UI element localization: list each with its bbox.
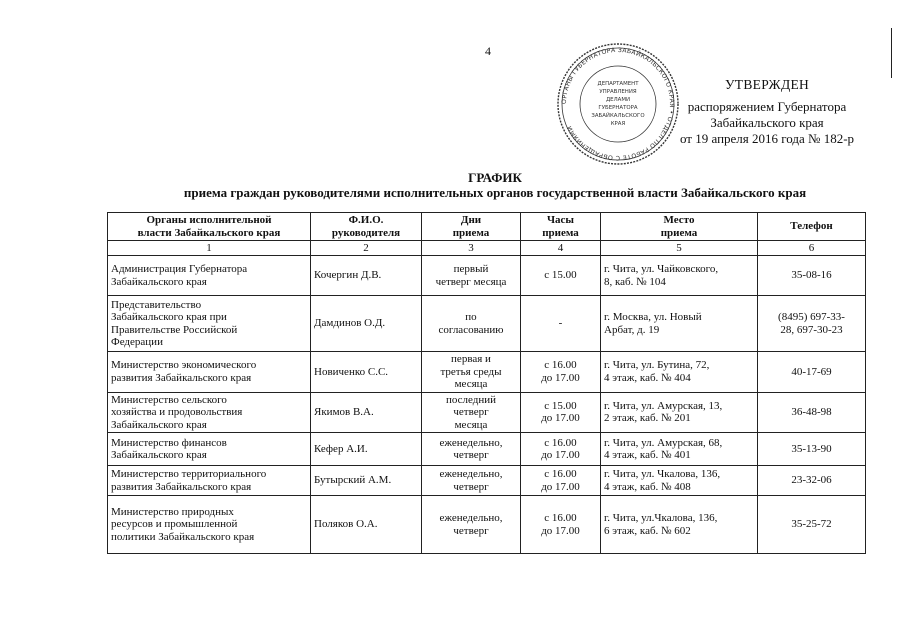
- cell-fio: Якимов В.А.: [311, 392, 422, 433]
- stamp-center-line: УПРАВЛЕНИЯ: [599, 89, 637, 95]
- header-phone: Телефон: [758, 213, 866, 241]
- column-number: 4: [521, 241, 601, 256]
- cell-hours: с 16.00 до 17.00: [521, 433, 601, 466]
- cell-place: г. Чита, ул. Бутина, 72, 4 этаж, каб. № 404: [601, 352, 758, 393]
- table-header-row: [108, 213, 866, 241]
- cell-organ: Министерство экономического развития Забайкальского края: [108, 352, 311, 393]
- cell-days: последний четверг месяца: [422, 392, 521, 433]
- cell-hours: с 16.00 до 17.00: [521, 352, 601, 393]
- title-heading: ГРАФИК: [468, 170, 522, 185]
- cell-phone: 40-17-69: [758, 352, 866, 393]
- stamp-center-line: ДЕЛАМИ: [605, 97, 631, 103]
- stamp-center-line: ГУБЕРНАТОРА: [598, 105, 638, 111]
- column-number: 2: [311, 241, 422, 256]
- cell-place: г. Москва, ул. Новый Арбат, д. 19: [601, 296, 758, 352]
- cell-fio: Новиченко С.С.: [311, 352, 422, 393]
- header-days: Дни приема: [422, 213, 521, 241]
- column-number: 3: [422, 241, 521, 256]
- cell-days: еженедельно, четверг: [422, 496, 521, 554]
- header-hours: Часы приема: [521, 213, 601, 241]
- approval-title: УТВЕРЖДЕН: [724, 77, 810, 92]
- stamp-center-line: КРАЯ: [610, 121, 626, 127]
- cell-place: г. Чита, ул. Чайковского, 8, каб. № 104: [601, 256, 758, 296]
- cell-fio: Кочергин Д.В.: [311, 256, 422, 296]
- cell-phone: (8495) 697-33- 28, 697-30-23: [758, 296, 866, 352]
- table-row: [108, 466, 866, 496]
- cell-phone: 35-08-16: [758, 256, 866, 296]
- cell-organ: Министерство территориального развития Забайкальского края: [108, 466, 311, 496]
- cell-place: г. Чита, ул. Амурская, 68, 4 этаж, каб. № 401: [601, 433, 758, 466]
- table-row: [108, 496, 866, 554]
- cell-place: г. Чита, ул.Чкалова, 136, 6 этаж, каб. № 602: [601, 496, 758, 554]
- cell-days: еженедельно, четверг: [422, 466, 521, 496]
- table-row: [108, 352, 866, 393]
- cell-hours: с 15.00 до 17.00: [521, 392, 601, 433]
- stamp-center-line: ДЕПАРТАМЕНТ: [597, 81, 639, 87]
- cell-fio: Кефер А.И.: [311, 433, 422, 466]
- column-number-row: [108, 241, 866, 256]
- cell-fio: Поляков О.А.: [311, 496, 422, 554]
- cell-organ: Министерство финансов Забайкальского края: [108, 433, 311, 466]
- cell-days: первый четверг месяца: [422, 256, 521, 296]
- table-row: [108, 256, 866, 296]
- cell-phone: 36-48-98: [758, 392, 866, 433]
- header-place: Место приема: [601, 213, 758, 241]
- header-fio: Ф.И.О. руководителя: [311, 213, 422, 241]
- schedule-table: [107, 212, 866, 554]
- table-row: [108, 433, 866, 466]
- cell-days: первая и третья среды месяца: [422, 352, 521, 393]
- cell-hours: с 16.00 до 17.00: [521, 496, 601, 554]
- table-row: [108, 392, 866, 433]
- cell-organ: Министерство сельского хозяйства и продовольствия Забайкальского края: [108, 392, 311, 433]
- cell-phone: 35-13-90: [758, 433, 866, 466]
- approval-block: [652, 77, 882, 147]
- page-number: 4: [485, 44, 491, 58]
- stamp-center-line: ЗАБАЙКАЛЬСКОГО: [591, 113, 645, 119]
- approval-line: распоряжением Губернатора: [687, 99, 847, 114]
- cell-hours: -: [521, 296, 601, 352]
- cell-hours: с 16.00 до 17.00: [521, 466, 601, 496]
- column-number: 1: [108, 241, 311, 256]
- cell-organ: Представительство Забайкальского края при Правительстве Российской Федерации: [108, 296, 311, 352]
- table-row: [108, 296, 866, 352]
- approval-line: Забайкальского края: [710, 115, 824, 130]
- cell-place: г. Чита, ул. Чкалова, 136, 4 этаж, каб. № 408: [601, 466, 758, 496]
- cell-organ: Министерство природных ресурсов и промышленной политики Забайкальского края: [108, 496, 311, 554]
- document-title: [80, 170, 905, 200]
- margin-line: [891, 28, 892, 78]
- cell-days: еженедельно, четверг: [422, 433, 521, 466]
- title-subheading: приема граждан руководителями исполнительных органов государственной власти Забайкальского края: [183, 185, 807, 200]
- column-number: 6: [758, 241, 866, 256]
- cell-organ: Администрация Губернатора Забайкальского края: [108, 256, 311, 296]
- cell-hours: с 15.00: [521, 256, 601, 296]
- approval-date: от 19 апреля 2016 года № 182-р: [679, 131, 855, 146]
- cell-phone: 35-25-72: [758, 496, 866, 554]
- header-organ: Органы исполнительной власти Забайкальского края: [108, 213, 311, 241]
- cell-fio: Дамдинов О.Д.: [311, 296, 422, 352]
- stamp-ring-text: ОРГАНЫ ГУБЕРНАТОРА ЗАБАЙКАЛЬСКОГО КРАЯ • ОТДЕЛ ПО РАБОТЕ С ОБРАЩЕНИЯМИ: [560, 46, 676, 162]
- column-number: 5: [601, 241, 758, 256]
- cell-place: г. Чита, ул. Амурская, 13, 2 этаж, каб. № 201: [601, 392, 758, 433]
- cell-phone: 23-32-06: [758, 466, 866, 496]
- cell-fio: Бутырский А.М.: [311, 466, 422, 496]
- cell-days: по согласованию: [422, 296, 521, 352]
